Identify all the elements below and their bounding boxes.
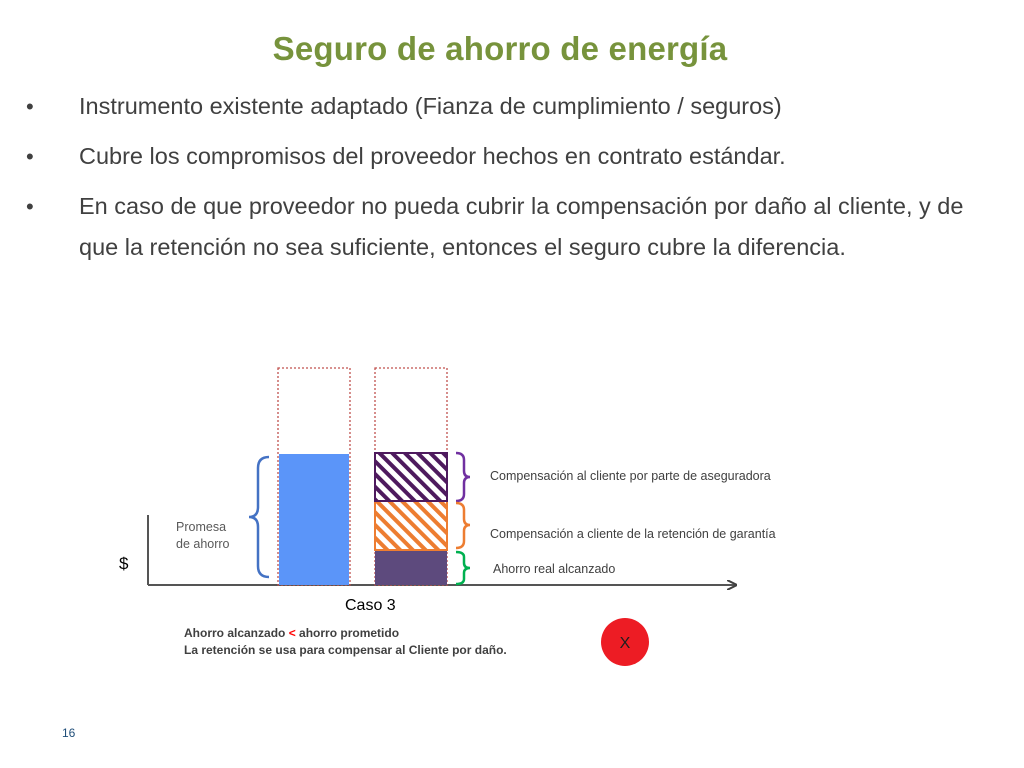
actual-bracket <box>456 552 470 584</box>
note-line-2: La retención se usa para compensar al Cliente por daño. <box>184 643 507 657</box>
legend-actual: Ahorro real alcanzado <box>493 562 616 576</box>
bullet-text: Cubre los compromisos del proveedor hechos en contrato estándar. <box>79 143 786 169</box>
bullet-text: En caso de que proveedor no pueda cubrir la compensación por daño al cliente, y de que la retención no sea suficiente, entonces el seguro cubre la diferencia. <box>79 193 964 260</box>
insurer-bracket <box>456 453 470 501</box>
actual-savings-segment <box>375 550 447 585</box>
retention-compensation-segment <box>375 501 447 550</box>
note-less-than-symbol: < <box>288 626 296 640</box>
fail-marker-label: X <box>619 635 631 652</box>
bullet-icon: • <box>26 94 34 119</box>
retention-bracket <box>456 503 470 548</box>
case-label: Caso 3 <box>345 597 396 614</box>
slide-title: Seguro de ahorro de energía <box>272 30 728 67</box>
promise-label: de ahorro <box>176 537 230 551</box>
bullet-icon: • <box>26 194 34 219</box>
legend-retention: Compensación a cliente de la retención de garantía <box>490 527 776 541</box>
insurer-compensation-segment <box>375 453 447 501</box>
note-part-1: Ahorro alcanzado <box>184 626 289 640</box>
promised-savings-bar <box>279 454 349 585</box>
page-number: 16 <box>62 726 76 740</box>
bullet-icon: • <box>26 144 34 169</box>
legend-insurer: Compensación al cliente por parte de aseguradora <box>490 469 771 483</box>
note-line-1 <box>184 626 399 640</box>
promise-label: Promesa <box>176 520 227 534</box>
bullet-text: Instrumento existente adaptado (Fianza de cumplimiento / seguros) <box>79 93 782 119</box>
promise-brace <box>249 457 269 577</box>
note-part-2: ahorro prometido <box>295 626 400 640</box>
y-axis-label: $ <box>119 554 129 573</box>
